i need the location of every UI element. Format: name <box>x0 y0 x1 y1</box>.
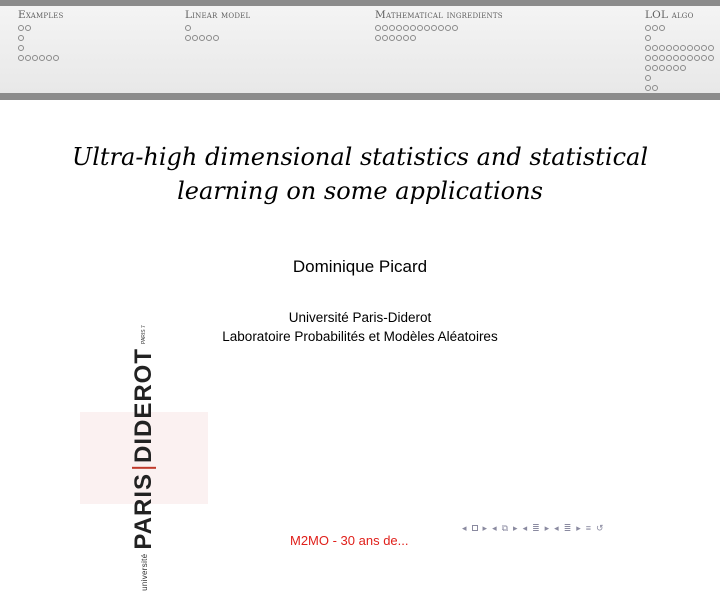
navigation-header <box>0 6 720 93</box>
frame-dot[interactable] <box>659 25 665 31</box>
frame-dot[interactable] <box>680 55 686 61</box>
nav-section-icon[interactable]: ≣ <box>532 523 540 533</box>
footer-text: M2MO - 30 ans de... <box>290 533 409 548</box>
frame-dots-row <box>645 23 714 32</box>
header-bottom-strip <box>0 93 720 100</box>
frame-dot[interactable] <box>431 25 437 31</box>
section-dots <box>185 23 250 42</box>
nav-search-icon[interactable]: ↺ <box>596 523 604 533</box>
frame-dot[interactable] <box>645 85 651 91</box>
frame-dots-row <box>645 73 714 82</box>
frame-dot[interactable] <box>410 35 416 41</box>
frame-dot[interactable] <box>18 55 24 61</box>
frame-dots-row <box>18 43 64 52</box>
frame-dot[interactable] <box>46 55 52 61</box>
frame-dot[interactable] <box>673 65 679 71</box>
frame-dots-row <box>185 23 250 32</box>
frame-dots-row <box>645 33 714 42</box>
author-name: Dominique Picard <box>292 257 428 276</box>
frame-dot[interactable] <box>680 65 686 71</box>
nav-prev-subsection-icon[interactable]: ◂ <box>554 523 559 533</box>
nav-next-subsection-icon[interactable]: ▸ <box>576 523 581 533</box>
nav-next-section-icon[interactable]: ▸ <box>544 523 550 533</box>
frame-dot[interactable] <box>708 55 714 61</box>
frame-dot[interactable] <box>389 35 395 41</box>
frame-dot[interactable] <box>382 25 388 31</box>
logo-divider <box>132 467 156 469</box>
logo-paris7: PARIS 7 <box>141 325 147 344</box>
nav-subsection-icon[interactable]: ≣ <box>563 523 572 533</box>
frame-dot[interactable] <box>652 85 658 91</box>
nav-prev-slide-icon[interactable]: ◂ <box>492 523 497 533</box>
frame-dot[interactable] <box>396 25 402 31</box>
frame-dot[interactable] <box>185 25 191 31</box>
section-title[interactable]: Linear model <box>185 9 251 21</box>
frame-dot[interactable] <box>445 25 451 31</box>
frame-dots-row <box>645 83 714 92</box>
frame-dot[interactable] <box>199 35 205 41</box>
frame-dot[interactable] <box>701 45 707 51</box>
logo-universite: université <box>139 553 149 591</box>
frame-dot[interactable] <box>403 25 409 31</box>
frame-dot[interactable] <box>645 35 651 41</box>
slide-title-line-1: Ultra-high dimensional statistics and statistical <box>71 143 648 171</box>
logo-paris: PARIS <box>130 472 157 550</box>
frame-dot[interactable] <box>375 25 381 31</box>
logo-wordmark <box>130 325 158 591</box>
nav-prev-frame-icon[interactable]: ◂ <box>462 523 467 533</box>
frame-dot[interactable] <box>673 55 679 61</box>
frame-dot[interactable] <box>687 45 693 51</box>
frame-dot[interactable] <box>18 25 24 31</box>
frame-dot[interactable] <box>417 25 423 31</box>
frame-dot[interactable] <box>645 25 651 31</box>
section-lol-algo[interactable] <box>645 9 714 92</box>
frame-dot[interactable] <box>403 35 409 41</box>
section-linear-model[interactable] <box>185 9 250 42</box>
frame-dot[interactable] <box>659 65 665 71</box>
frame-dot[interactable] <box>659 55 665 61</box>
frame-dot[interactable] <box>666 55 672 61</box>
frame-dot[interactable] <box>645 45 651 51</box>
frame-dot[interactable] <box>32 55 38 61</box>
nav-next-frame-icon[interactable]: ▸ <box>482 523 488 533</box>
frame-dot[interactable] <box>25 55 31 61</box>
frame-dots-row <box>18 33 64 42</box>
frame-dot[interactable] <box>185 35 191 41</box>
frame-dots-row <box>185 33 250 42</box>
frame-dot[interactable] <box>192 35 198 41</box>
frame-dot[interactable] <box>389 25 395 31</box>
nav-prev-section-icon[interactable]: ◂ <box>522 523 528 533</box>
frame-dot[interactable] <box>673 45 679 51</box>
frame-dots-row <box>645 63 714 72</box>
frame-dots-row <box>375 23 503 32</box>
frame-dots-row <box>645 53 714 62</box>
frame-dot[interactable] <box>206 35 212 41</box>
frame-dot[interactable] <box>438 25 444 31</box>
frame-dot[interactable] <box>18 45 24 51</box>
frame-dot[interactable] <box>396 35 402 41</box>
frame-dot[interactable] <box>645 65 651 71</box>
university-logo <box>80 325 208 591</box>
frame-dots-row <box>645 43 714 52</box>
section-title[interactable]: Examples <box>18 9 64 21</box>
frame-dot[interactable] <box>652 55 658 61</box>
frame-dot[interactable] <box>213 35 219 41</box>
frame-dot[interactable] <box>18 35 24 41</box>
frame-dot[interactable] <box>694 55 700 61</box>
frame-dot[interactable] <box>410 25 416 31</box>
frame-dot[interactable] <box>25 25 31 31</box>
slide-title-line-2: learning on some applications <box>177 177 543 205</box>
frame-dot[interactable] <box>645 55 651 61</box>
frame-dot[interactable] <box>694 45 700 51</box>
frame-dot[interactable] <box>382 35 388 41</box>
frame-dot[interactable] <box>666 45 672 51</box>
frame-dot[interactable] <box>652 25 658 31</box>
frame-dot[interactable] <box>452 25 458 31</box>
frame-dot[interactable] <box>53 55 59 61</box>
nav-next-slide-icon[interactable]: ▸ <box>513 523 518 533</box>
nav-slide-icon[interactable]: ⧉ <box>501 523 509 533</box>
section-title[interactable]: Mathematical ingredients <box>375 9 503 21</box>
section-dots <box>375 23 503 42</box>
frame-dot[interactable] <box>659 45 665 51</box>
section-dots <box>18 23 64 62</box>
frame-dot[interactable] <box>39 55 45 61</box>
nav-frame-icon[interactable] <box>472 525 478 531</box>
section-examples[interactable] <box>18 9 64 62</box>
frame-dot[interactable] <box>652 65 658 71</box>
section-dots <box>645 23 714 92</box>
institution-line-1: Université Paris-Diderot <box>288 310 432 325</box>
section-title[interactable]: LOL algo <box>645 9 694 21</box>
frame-dot[interactable] <box>375 35 381 41</box>
frame-dot[interactable] <box>680 45 686 51</box>
beamer-navigation-bar <box>462 521 604 535</box>
frame-dot[interactable] <box>652 45 658 51</box>
nav-toc-icon[interactable]: ≡ <box>585 523 592 533</box>
slide-title <box>0 140 720 208</box>
frame-dots-row <box>375 33 503 42</box>
institution-line-2: Laboratoire Probabilités et Modèles Aléatoires <box>222 329 498 344</box>
frame-dot[interactable] <box>687 55 693 61</box>
frame-dot[interactable] <box>701 55 707 61</box>
frame-dot[interactable] <box>666 65 672 71</box>
frame-dots-row <box>18 53 64 62</box>
frame-dot[interactable] <box>708 45 714 51</box>
section-mathematical-ingredients[interactable] <box>375 9 503 42</box>
logo-diderot: DIDEROT <box>130 347 157 463</box>
frame-dot[interactable] <box>645 75 651 81</box>
frame-dots-row <box>18 23 64 32</box>
frame-dot[interactable] <box>424 25 430 31</box>
